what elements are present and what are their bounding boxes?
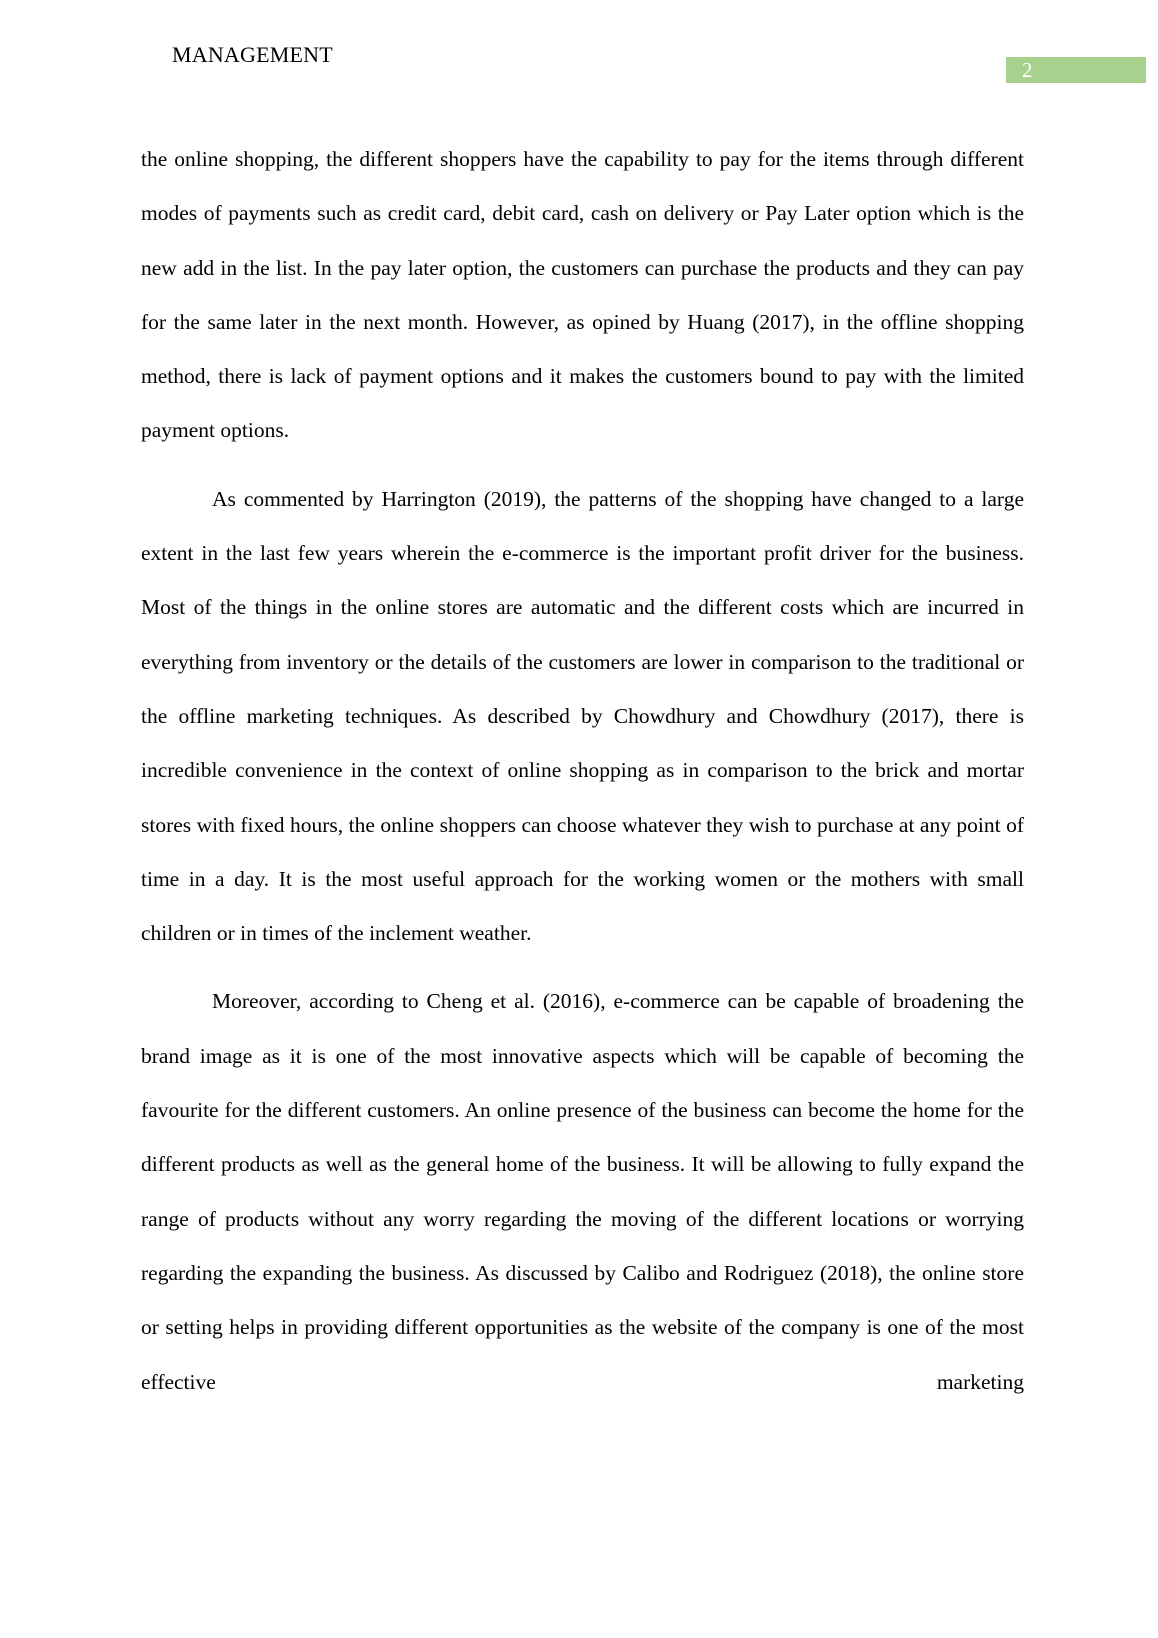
paragraph-continued: the online shopping, the different shoppers have the capability to pay for the items through different modes of payments such as credit card, debit card, cash on delivery or Pay Later option which is the new add in the list. In the pay later option, the customers can purchase the products and they can pay for the same later in the next month. However, as opined by Huang (2017), in the offline shopping method, there is lack of payment options and it makes the customers bound to pay with the limited payment options.	[141, 147, 1024, 443]
running-head: MANAGEMENT	[172, 42, 333, 67]
page-number-badge: 2	[1006, 57, 1146, 83]
paragraph-cheng: Moreover, according to Cheng et al. (2016), e-commerce can be capable of broadening the brand image as it is one of the most innovative aspects which will be capable of becoming the favourite for the different customers. An online presence of the business can become the home for the different products as well as the general home of the business. It will be allowing to fully expand the range of products without any worry regarding the moving of the different locations or worrying regarding the expanding the business. As discussed by Calibo and Rodriguez (2018), the online store or setting helps in providing different opportunities as the website of the company is one of the most effective marketing	[141, 989, 1024, 1394]
body-text	[141, 132, 1024, 1409]
paragraph-harrington: As commented by Harrington (2019), the patterns of the shopping have changed to a large extent in the last few years wherein the e-commerce is the important profit driver for the business. Most of the things in the online stores are automatic and the different costs which are incurred in everything from inventory or the details of the customers are lower in comparison to the traditional or the offline marketing techniques. As described by Chowdhury and Chowdhury (2017), there is incredible convenience in the context of online shopping as in comparison to the brick and mortar stores with fixed hours, the online shoppers can choose whatever they wish to purchase at any point of time in a day. It is the most useful approach for the working women or the mothers with small children or in times of the inclement weather.	[141, 486, 1024, 946]
